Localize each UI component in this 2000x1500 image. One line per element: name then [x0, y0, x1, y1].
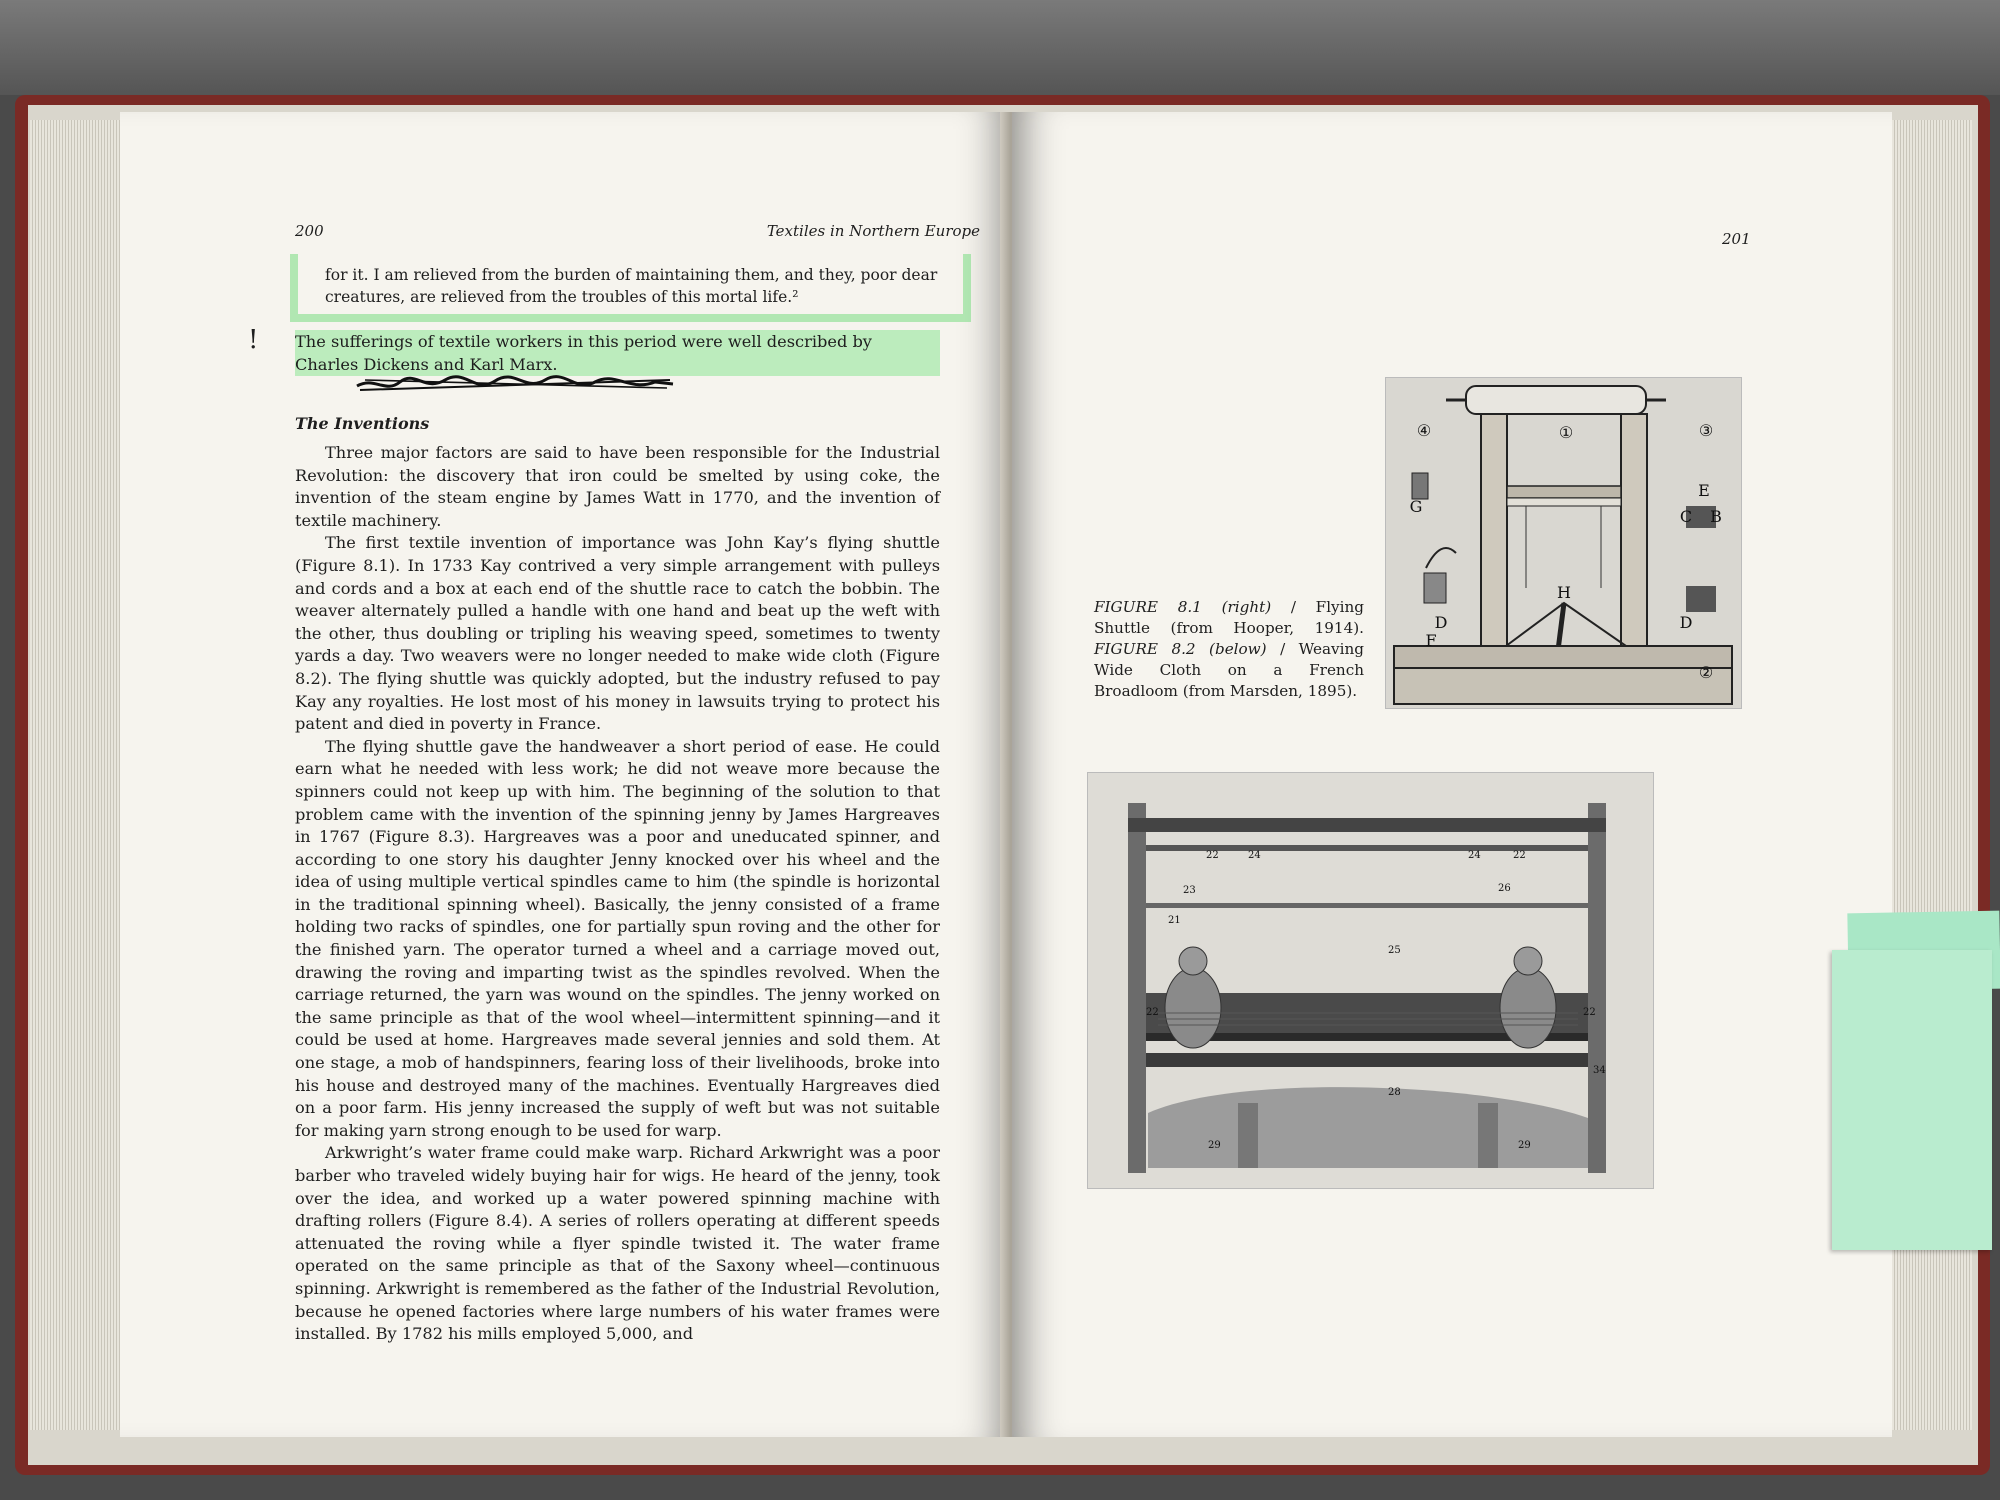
figure-8-2-label: 22	[1206, 850, 1219, 861]
figure-8-2-label: 22	[1583, 1007, 1596, 1018]
left-page	[120, 112, 1010, 1437]
running-head: Textiles in Northern Europe	[766, 222, 980, 240]
paragraph: Three major factors are said to have been responsible for the Industrial Revolution: the discovery that iron could be smelted by using coke, the invention of the steam engine by James Watt in 1770, and the invention of textile machinery.	[295, 443, 940, 530]
sticky-note-tab[interactable]	[1832, 950, 1992, 1250]
figure-8-1-label: D	[1679, 613, 1693, 632]
figure-8-2-label: 23	[1183, 885, 1196, 896]
crossed-out-scribble	[355, 374, 675, 396]
figure-8-1-label: E	[1698, 481, 1710, 500]
figure-8-2-label: 28	[1388, 1087, 1401, 1098]
flying-shuttle-illustration	[1386, 378, 1741, 708]
highlighted-sentence: The sufferings of textile workers in this period were well described by Charles Dickens and Karl Marx.	[295, 330, 940, 376]
figure-8-1-flying-shuttle	[1385, 377, 1742, 709]
figure-8-2-label: 34	[1593, 1065, 1606, 1076]
figure-8-2-label: 21	[1168, 915, 1181, 926]
broadloom-illustration	[1088, 773, 1653, 1188]
right-page	[1012, 112, 1892, 1437]
figure-8-2-position: (below)	[1209, 640, 1267, 658]
figure-8-1-caption: / Flying Shuttle (from Hooper, 1914).	[1094, 598, 1364, 637]
section-heading: The Inventions	[295, 414, 430, 433]
figure-8-1-position: (right)	[1221, 598, 1272, 616]
figure-8-2-label: 24	[1468, 850, 1481, 861]
figure-8-2-label: 22	[1513, 850, 1526, 861]
figure-caption	[1094, 597, 1364, 702]
scanner-background	[0, 0, 2000, 95]
paragraph: The flying shuttle gave the handweaver a short period of ease. He could earn what he needed with less work; he did not weave more because the spinners could not keep up with him. The beginning of the solution to that problem came with the invention of the spinning jenny by James Hargreaves in 1767 (Figure 8.3). Hargreaves was a poor and uneducated spinner, and according to one story his daughter Jenny knocked over his wheel and the idea of using multiple vertical spindles came to him (the spindle is horizontal in the traditional spinning wheel). Basically, the jenny consisted of a frame holding two racks of spindles, one for partially spun roving and the other for the finished yarn. The operator turned a wheel and a carriage moved out, drawing the roving and imparting twist as the spindles revolved. When the carriage returned, the yarn was wound on the spindles. The jenny worked on the same principle as that of the wool wheel—intermittent spinning—and it could be used at home. Hargreaves made several jennies and sold them. At one stage, a mob of handspinners, fearing loss of their livelihoods, broke into his house and destroyed many of the machines. Eventually Hargreaves died on a poor farm. His jenny increased the supply of weft but was not suitable for making yarn strong enough to be used for warp.	[295, 736, 940, 1140]
figure-8-2-french-broadloom	[1087, 772, 1654, 1189]
figure-8-1-label: ②	[1698, 663, 1714, 682]
figure-8-1-label: FIGURE 8.1	[1094, 598, 1202, 616]
figure-8-2-label: FIGURE 8.2	[1094, 640, 1196, 658]
figure-8-1-label: ④	[1416, 421, 1432, 440]
figure-8-2-label: 29	[1518, 1140, 1531, 1151]
figure-8-2-label: 24	[1248, 850, 1261, 861]
figure-8-1-label: B	[1710, 507, 1722, 526]
page-number-right: 201	[1722, 230, 1751, 248]
figure-8-1-label: G	[1409, 497, 1423, 516]
paragraph: The first textile invention of importance was John Kay’s flying shuttle (Figure 8.1). In 1733 Kay contrived a very simple arrangement with pulleys and cords and a box at each end of the shuttle race to catch the bobbin. The weaver alternately pulled a handle with one hand and beat up the weft with the other, thus doubling or tripling his weaving speed, sometimes to twenty yards a day. Two weavers were no longer needed to make wide cloth (Figure 8.2). The flying shuttle was quickly adopted, but the industry refused to pay Kay any royalties. He lost most of his money in lawsuits trying to protect his patent and died in poverty in France.	[295, 533, 940, 734]
figure-8-2-label: 29	[1208, 1140, 1221, 1151]
quote-block: for it. I am relieved from the burden of maintaining them, and they, poor dear creatures, are relieved from the troubles of this mortal life.²	[325, 266, 938, 306]
margin-exclamation-mark: !	[248, 325, 259, 355]
left-page-edges	[30, 120, 120, 1430]
figure-8-2-caption: / Weaving Wide Cloth on a French Broadloom (from Marsden, 1895).	[1094, 640, 1364, 700]
paragraph: Arkwright’s water frame could make warp. Richard Arkwright was a poor barber who traveled widely buying hair for wigs. He heard of the jenny, took over the idea, and worked up a water powered spinning machine with drafting rollers (Figure 8.4). A series of rollers operating at different speeds attenuated the roving while a flyer spindle twisted it. The water frame operated on the same principle as that of the Saxony wheel—continuous spinning. Arkwright is remembered as the father of the Industrial Revolution, because he opened factories where large numbers of his water frames were installed. By 1782 his mills employed 5,000, and	[295, 1143, 940, 1344]
figure-8-1-label: C	[1679, 507, 1693, 526]
figure-8-1-label: F	[1425, 631, 1437, 650]
body-text	[295, 442, 940, 1346]
figure-8-1-label: D	[1434, 613, 1448, 632]
figure-8-2-label: 26	[1498, 883, 1511, 894]
figure-8-2-label: 22	[1146, 1007, 1159, 1018]
figure-8-1-label: H	[1557, 583, 1571, 602]
page-number-left: 200	[295, 222, 324, 240]
figure-8-1-label: ①	[1558, 423, 1574, 442]
figure-8-1-label: ③	[1698, 421, 1714, 440]
figure-8-2-label: 25	[1388, 945, 1401, 956]
